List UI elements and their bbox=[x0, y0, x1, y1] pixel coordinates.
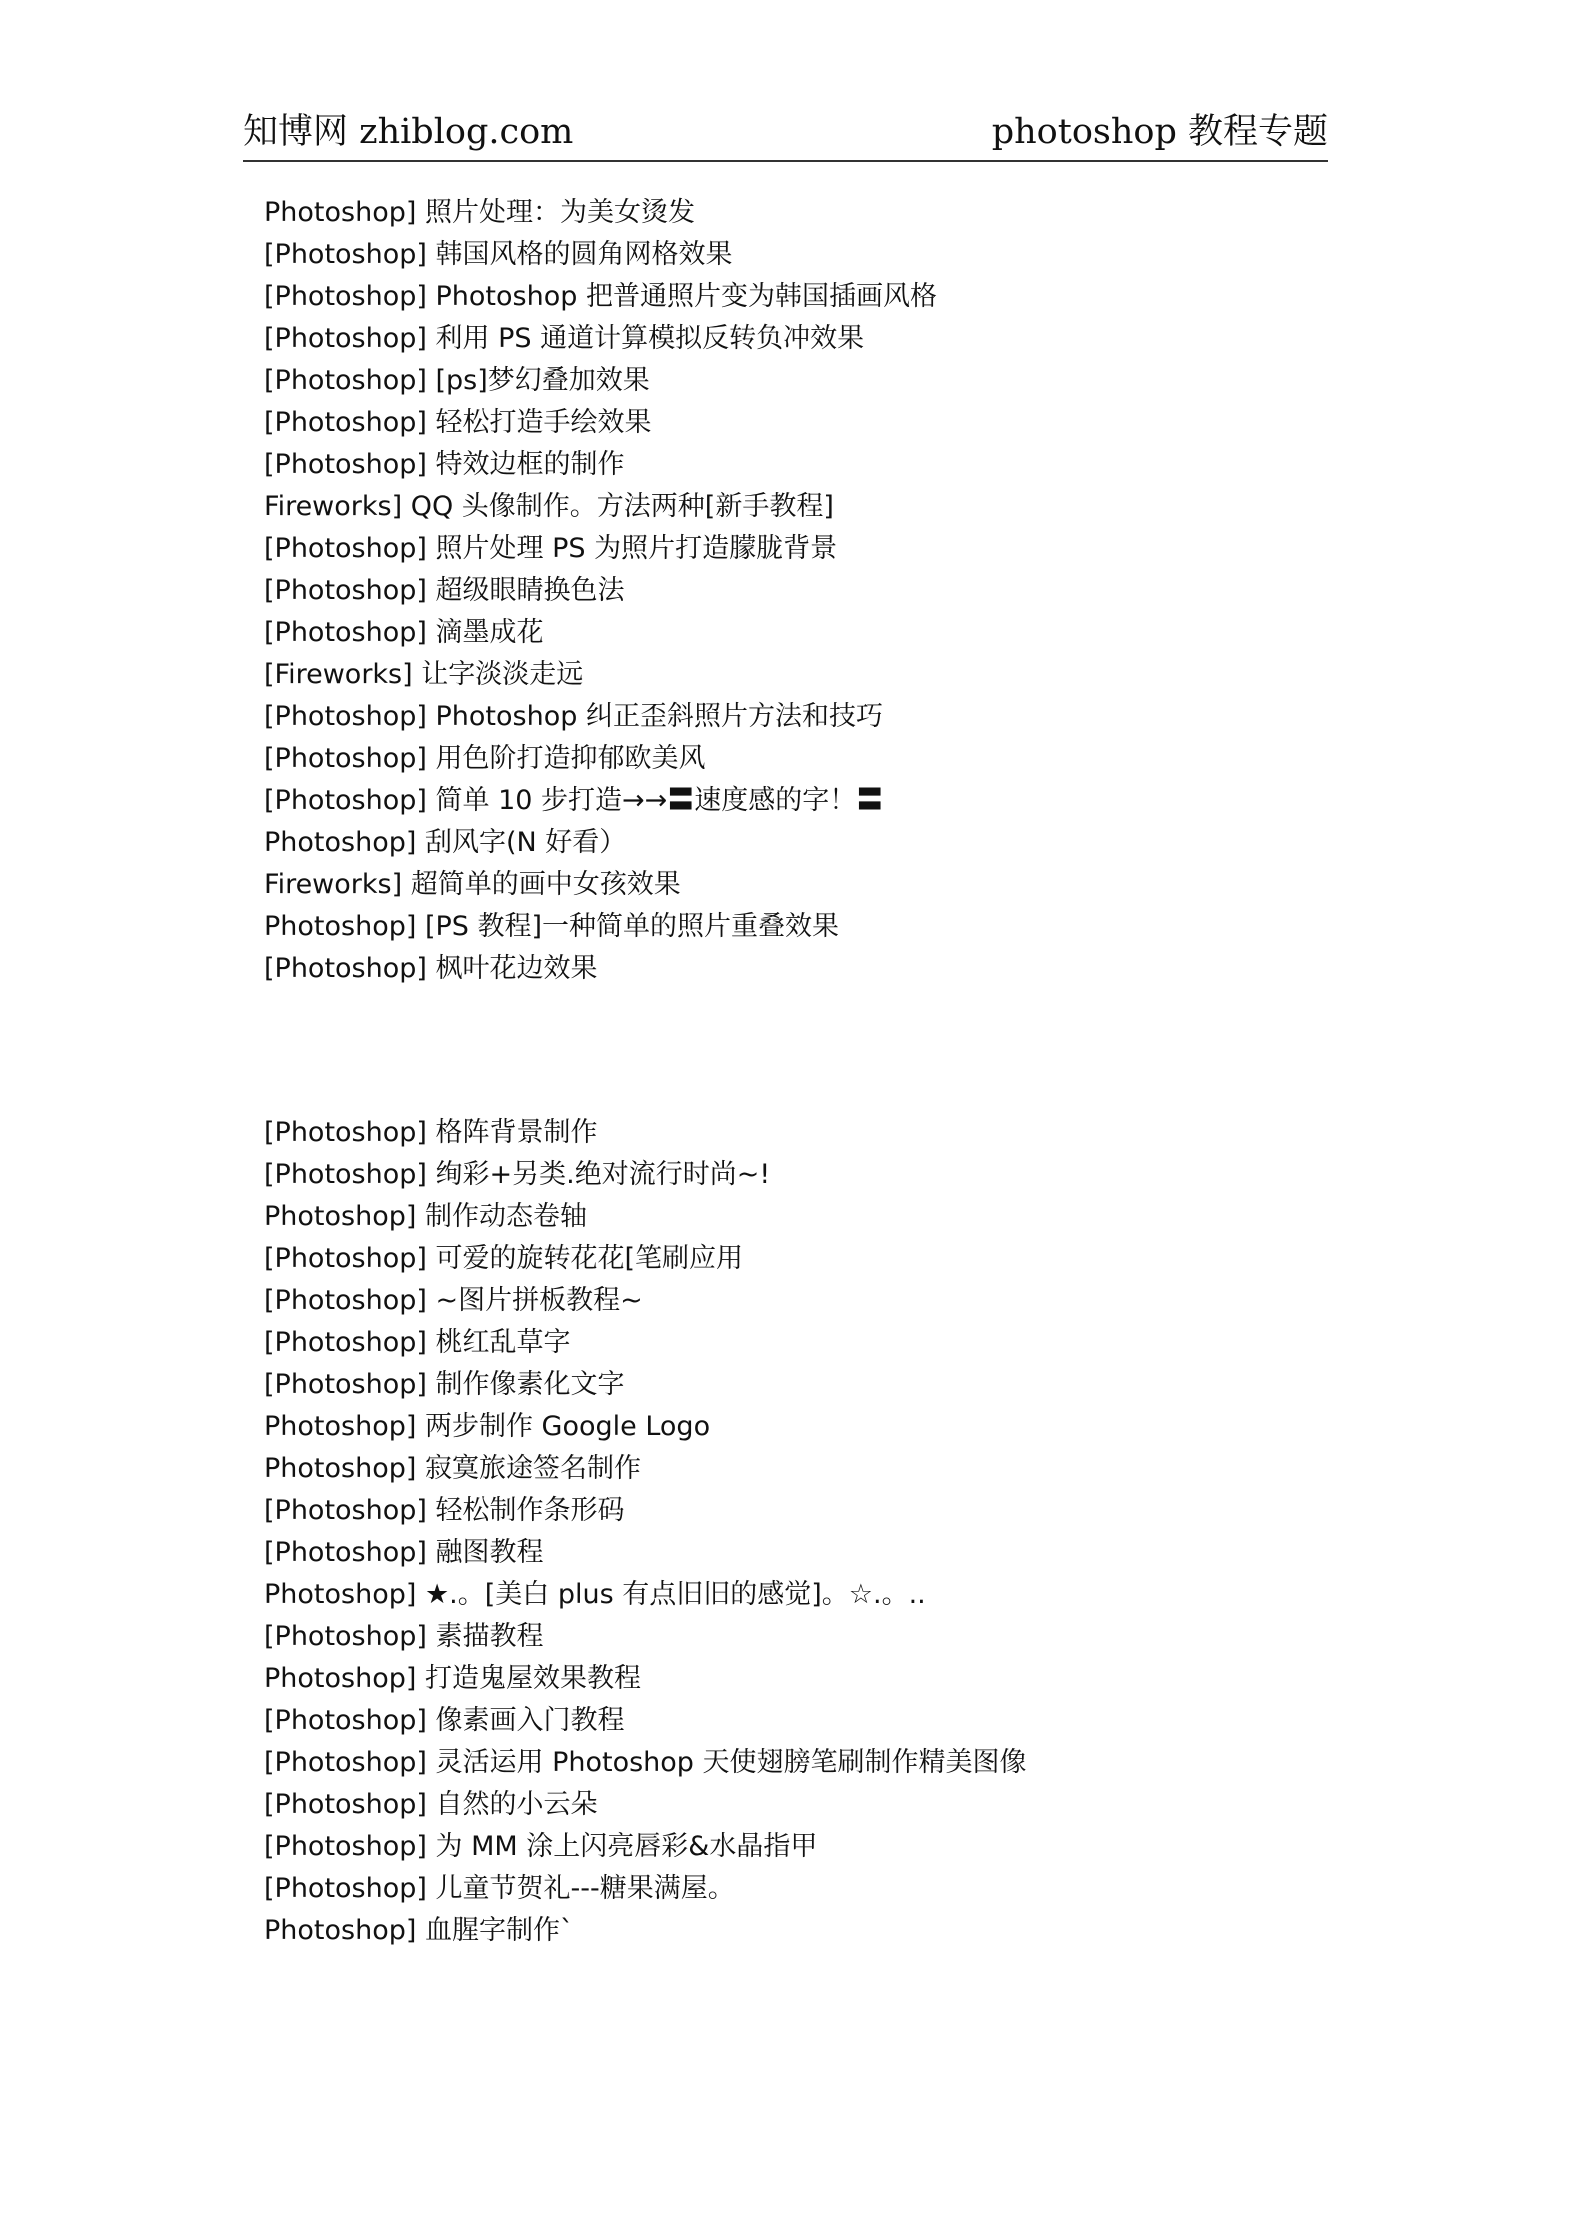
tutorial-item: [Photoshop] 桃红乱草字 bbox=[264, 1327, 571, 1358]
tutorial-item: [Photoshop] 轻松打造手绘效果 bbox=[264, 407, 652, 438]
tutorial-item: Photoshop] 照片处理：为美女烫发 bbox=[264, 197, 695, 228]
tutorial-item: Photoshop] 制作动态卷轴 bbox=[264, 1201, 587, 1232]
tutorial-item: Photoshop] 血腥字制作` bbox=[264, 1915, 574, 1946]
tutorial-item: [Photoshop] 简单 10 步打造→→〓速度感的字！〓 bbox=[264, 785, 884, 816]
tutorial-item: [Photoshop] 像素画入门教程 bbox=[264, 1705, 625, 1736]
tutorial-item: [Photoshop] ~图片拼板教程~ bbox=[264, 1285, 643, 1316]
header-topic-title: photoshop 教程专题 bbox=[991, 112, 1328, 152]
tutorial-item: Photoshop] ★.。[美白 plus 有点旧旧的感觉]。☆.。.. bbox=[264, 1579, 926, 1610]
page-header bbox=[243, 108, 1328, 162]
tutorial-item: [Photoshop] 特效边框的制作 bbox=[264, 449, 625, 480]
tutorial-item: Photoshop] 寂寞旅途签名制作 bbox=[264, 1453, 641, 1484]
tutorial-item: [Photoshop] 融图教程 bbox=[264, 1537, 544, 1568]
tutorial-item: [Photoshop] 利用 PS 通道计算模拟反转负冲效果 bbox=[264, 323, 865, 354]
tutorial-item: [Photoshop] 绚彩+另类.绝对流行时尚~! bbox=[264, 1159, 771, 1190]
tutorial-item: [Photoshop] 可爱的旋转花花[笔刷应用 bbox=[264, 1243, 744, 1274]
tutorial-item: [Photoshop] 韩国风格的圆角网格效果 bbox=[264, 239, 733, 270]
tutorial-item: Fireworks] 超简单的画中女孩效果 bbox=[264, 869, 681, 900]
tutorial-item: [Photoshop] 自然的小云朵 bbox=[264, 1789, 598, 1820]
tutorial-item: Photoshop] 刮风字(N 好看） bbox=[264, 827, 627, 858]
header-site-name: 知博网 zhiblog.com bbox=[243, 112, 574, 152]
tutorial-item: [Photoshop] Photoshop 纠正歪斜照片方法和技巧 bbox=[264, 701, 883, 732]
tutorial-item: [Photoshop] 枫叶花边效果 bbox=[264, 953, 598, 984]
tutorial-item: [Fireworks] 让字淡淡走远 bbox=[264, 659, 584, 690]
tutorial-item: [Photoshop] [ps]梦幻叠加效果 bbox=[264, 365, 650, 396]
tutorial-item: Photoshop] 两步制作 Google Logo bbox=[264, 1411, 711, 1442]
tutorial-item: [Photoshop] 超级眼睛换色法 bbox=[264, 575, 625, 606]
tutorial-item: [Photoshop] Photoshop 把普通照片变为韩国插画风格 bbox=[264, 281, 937, 312]
tutorial-item: Fireworks] QQ 头像制作。方法两种[新手教程] bbox=[264, 491, 834, 522]
tutorial-item: [Photoshop] 素描教程 bbox=[264, 1621, 544, 1652]
tutorial-list-1 bbox=[264, 192, 937, 990]
tutorial-item: [Photoshop] 儿童节贺礼---糖果满屋。 bbox=[264, 1873, 735, 1904]
tutorial-item: [Photoshop] 为 MM 涂上闪亮唇彩&水晶指甲 bbox=[264, 1831, 818, 1862]
tutorial-list-2 bbox=[264, 1112, 1027, 1952]
tutorial-item: Photoshop] [PS 教程]一种简单的照片重叠效果 bbox=[264, 911, 840, 942]
tutorial-item: [Photoshop] 灵活运用 Photoshop 天使翅膀笔刷制作精美图像 bbox=[264, 1747, 1027, 1778]
tutorial-item: [Photoshop] 照片处理 PS 为照片打造朦胧背景 bbox=[264, 533, 838, 564]
tutorial-item: [Photoshop] 格阵背景制作 bbox=[264, 1117, 598, 1148]
tutorial-item: [Photoshop] 制作像素化文字 bbox=[264, 1369, 625, 1400]
tutorial-item: [Photoshop] 滴墨成花 bbox=[264, 617, 544, 648]
tutorial-item: [Photoshop] 用色阶打造抑郁欧美风 bbox=[264, 743, 706, 774]
tutorial-item: Photoshop] 打造鬼屋效果教程 bbox=[264, 1663, 641, 1694]
tutorial-item: [Photoshop] 轻松制作条形码 bbox=[264, 1495, 625, 1526]
